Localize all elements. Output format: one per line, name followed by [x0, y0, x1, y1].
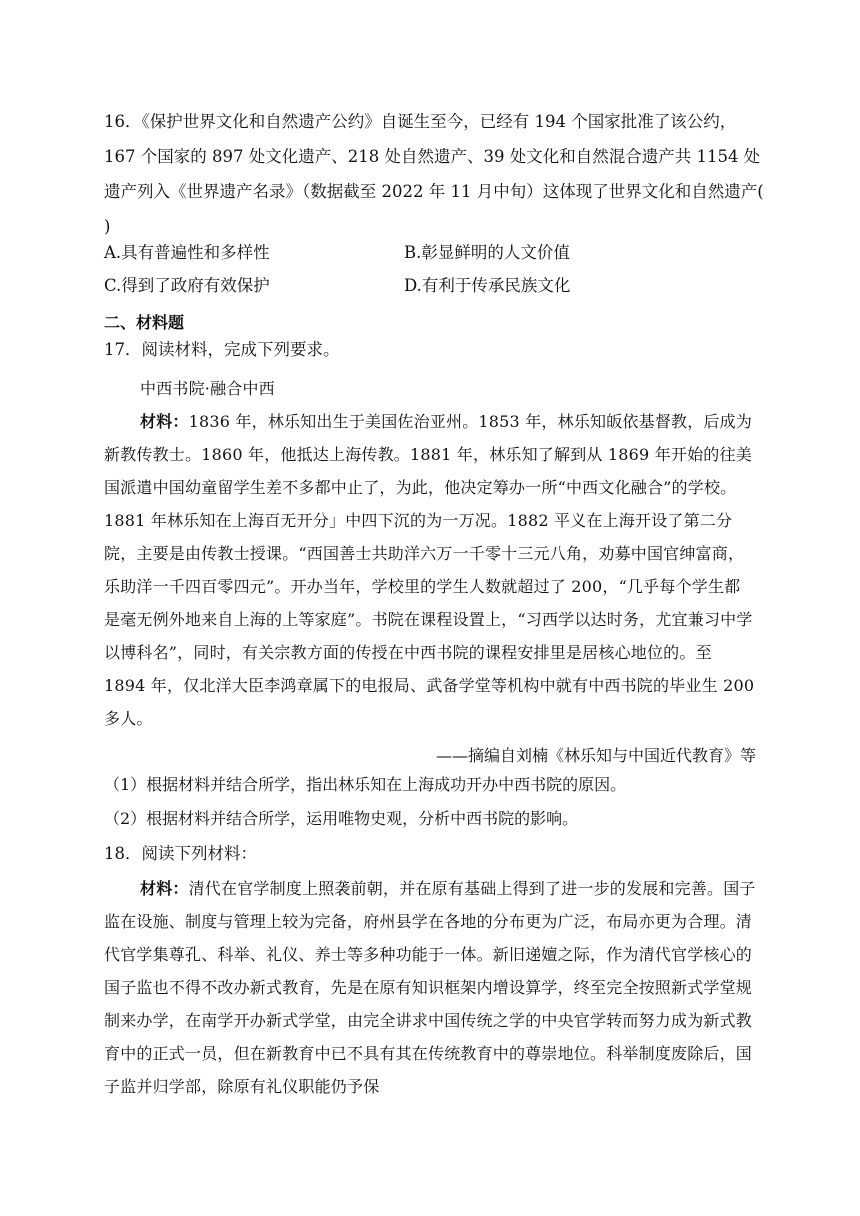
option-b: B.彰显鲜明的人文价值 [404, 243, 570, 262]
question-17-sub-1: （1）根据材料并结合所学，指出林乐知在上海成功开办中西书院的原因。 [104, 775, 627, 794]
options-row-1 [104, 236, 764, 269]
material-label: 材料： [140, 412, 189, 431]
question-16-stem: 16．《保护世界文化和自然遗产公约》自诞生至今，已经有 194 个国家批准了该公约，167 个国家的 897 处文化遗产、218 处自然遗产、39 处文化和自然混合遗产共 1154 处遗产列入《世界遗产名录》（数据截至 2022 年 11 月中旬）这体现了世界文化和自然遗产( ) [104, 112, 764, 236]
question-17-sub-2: （2）根据材料并结合所学，运用唯物史观，分析中西书院的影响。 [104, 809, 579, 828]
material-text: 1836 年，林乐知出生于美国佐治亚州。1853 年，林乐知皈依基督教，后成为新教传教士。1860 年，他抵达上海传教。1881 年，林乐知了解到从 1869 年开始的往美国派遣中国幼童留学生差不多都中止了，为此，他决定筹办一所“中西文化融合”的学校。1881 年林乐知在上海百无开分」中四下沉的为一万况。1882 平义在上海开设了第二分院，主要是由传教士授课。“西国善士共助洋六万一千零十三元八角，劝募中国官绅富商，乐助洋一千四百零四元”。开办当年，学校里的学生人数就超过了 200，“几乎每个学生都是毫无例外地来自上海的上等家庭”。书院在课程设置上，“习西学以达时务，尤宜兼习中学以博科名”，同时，有关宗教方面的传授在中西书院的课程安排里是居核心地位的。至 1894 年，仅北洋大臣李鸿章属下的电报局、武备学堂等机构中就有中西书院的毕业生 200 多人。 [104, 412, 755, 728]
material-label: 材料： [140, 879, 189, 898]
material-source: ——摘编自刘楠《林乐知与中国近代教育》等 [435, 746, 756, 765]
material-paragraph [104, 405, 756, 735]
material-subtitle: 中西书院·融合中西 [140, 379, 275, 398]
question-18-heading: 18．阅读下列材料： [104, 844, 257, 863]
material-text: 清代在官学制度上照袭前朝，并在原有基础上得到了进一步的发展和完善。国子监在设施、制度与管理上较为完备，府州县学在各地的分布更为广泛，布局亦更为合理。清代官学集尊孔、科举、礼仪、养士等多种功能于一体。新旧递嬗之际，作为清代官学核心的国子监也不得不改办新式教育，先是在原有知识框架内增设算学，终至完全按照新式学堂规制来办学，在南学开办新式学堂，由完全讲求中国传统之学的中央官学转而努力成为新式教育中的正式一员，但在新教育中已不具有其在传统教育中的尊崇地位。科举制度废除后，国子监并归学部，除原有礼仪职能仍予保 [104, 879, 756, 1096]
section-heading: 二、材料题 [104, 313, 185, 332]
question-17-heading: 17．阅读材料，完成下列要求。 [104, 340, 340, 359]
option-a: A.具有普遍性和多样性 [104, 243, 270, 262]
option-d: D.有利于传承民族文化 [404, 276, 571, 295]
options-row-2 [104, 269, 764, 302]
question-17-material [104, 372, 756, 735]
option-c: C.得到了政府有效保护 [104, 276, 270, 295]
question-18-material [104, 872, 756, 1103]
question-16-options [104, 236, 764, 302]
